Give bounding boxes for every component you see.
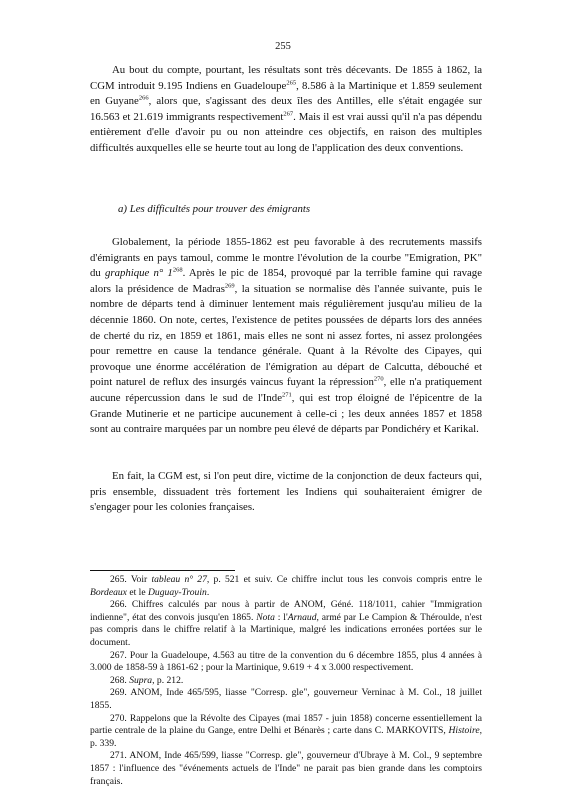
text: , 8.586 à la Martinique et 1.859 seulement en Guyane xyxy=(90,79,482,108)
footnotes xyxy=(90,574,482,788)
footnote-ref-270[interactable]: 270 xyxy=(373,375,384,383)
footnote-268: 268. Supra, p. 212. xyxy=(110,674,184,686)
footnote-ref-268[interactable]: 268 xyxy=(172,266,183,274)
footnote-separator xyxy=(90,570,235,571)
footnote-267: 267. Pour la Guadeloupe, 4.563 au titre de la convention du 6 décembre 1855, plus 4 années à 3.000 de 1858-59 à 1861-62 ; pour la Martinique, 9.619 + 4 x 3.000 respectivement. xyxy=(90,649,482,674)
footnote-266: 266. Chiffres calculés par nous à partir de ANOM, Géné. 118/1011, cahier "Immigration indienne", état des convois jusqu'en 1865. Nota : l'Arnaud, armé par Le Campion & Théroulde, n'est pas compris dans le chiffre relatif à la Martinique, malgré les indications erronées portées sur le document. xyxy=(90,599,482,648)
paragraph-factors: En fait, la CGM est, si l'on peut dire, victime de la conjonction de deux facteurs qui, pris ensemble, dissuadent très fortement les Indiens qui souhaiteraient émigrer de s'engager pour les colonies françaises. xyxy=(90,470,482,514)
footnote-ref-267[interactable]: 267 xyxy=(283,110,294,118)
text: Globalement, la période 1855-1862 est peu favorable à des recrutements massifs d'émigrants en pays tamoul, comme le montre l'évolution de la courbe "Emigration, PK" du xyxy=(90,236,482,280)
paragraph-results xyxy=(90,63,482,157)
text: , elle n'a pratiquement aucune répercussion dans le sud de l'Inde xyxy=(90,376,482,404)
footnote-265: 265. Voir tableau n° 27, p. 521 et suiv. Ce chiffre inclut tous les convois compris entre le Bordeaux et le Duguay-Trouin. xyxy=(90,574,482,598)
text: . Mais il est vrai aussi qu'il n'a pas dépendu entièrement d'elle d'avoir pu ou non atteindre ces objectifs, en raison des multiples difficultés auxquelles elle se heurte tout au long de l'application des deux conventions. xyxy=(90,110,482,154)
footnote-271: 271. ANOM, Inde 465/599, liasse "Corresp. gle", gouverneur d'Ubraye à M. Col., 9 septembre 1857 : l'influence des "événements actuels de l'Inde" ne parait pas bien grande dans les comptoirs français. xyxy=(90,750,482,787)
text: , qui est trop éloigné de l'épicentre de la Grande Mutinerie et ne participe aucunement à celle-ci ; les deux années 1857 et 1858 sont au contraire marquées par un nombre peu élevé de départs par Pondichéry et Karikal. xyxy=(90,391,482,436)
footnote-269: 269. ANOM, Inde 465/595, liasse "Corresp. gle", gouverneur Verninac à M. Col., 18 juillet 1855. xyxy=(90,687,482,711)
footnote-ref-266[interactable]: 266 xyxy=(138,94,149,102)
footnote-ref-271[interactable]: 271 xyxy=(281,391,292,399)
text: , la situation se normalise dès l'année suivante, puis le nombre de départs tend à diminuer lentement mais régulièrement jusqu'au milieu de la décennie 1860. On note, certes, l'existence de petites poussées de départs lors des années de cherté du riz, en 1859 et 1861, mais elles ne sont ni assez fortes, ni assez prolongées pour remettre en cause la tendance générale. Quant à la Révolte des Cipayes, qui provoque une énorme accélération de l'émigration au départ de Calcutta, débouché et point naturel de reflux des insurgés vaincus fuyant la répression xyxy=(90,282,482,389)
paragraph-difficulties xyxy=(90,235,482,438)
footnote-ref-269[interactable]: 269 xyxy=(224,282,235,290)
footnote-ref-265[interactable]: 265 xyxy=(286,79,297,86)
text: , alors que, s'agissant des deux îles des Antilles, elle s'était engagée sur 16.563 et 21.619 immigrants respectivement xyxy=(90,95,483,123)
text: Au bout du compte, pourtant, les résultats sont très décevants. De 1855 à 1862, la CGM introduit 9.195 Indiens en Guadeloupe xyxy=(90,64,482,92)
graph-reference: graphique n° 1 xyxy=(104,267,173,280)
footnote-270: 270. Rappelons que la Révolte des Cipayes (mai 1857 - juin 1858) concerne essentiellement la partie centrale de la plaine du Gange, entre Delhi et Bénarès ; carte dans C. MARKOVITS, Histoire, p. 339. xyxy=(90,712,482,749)
text: . Après le pic de 1854, provoqué par la terrible famine qui ravage alors la présidence de Madras xyxy=(90,267,482,295)
section-heading: a) Les difficultés pour trouver des émigrants xyxy=(118,203,311,215)
page-number: 255 xyxy=(275,41,291,52)
